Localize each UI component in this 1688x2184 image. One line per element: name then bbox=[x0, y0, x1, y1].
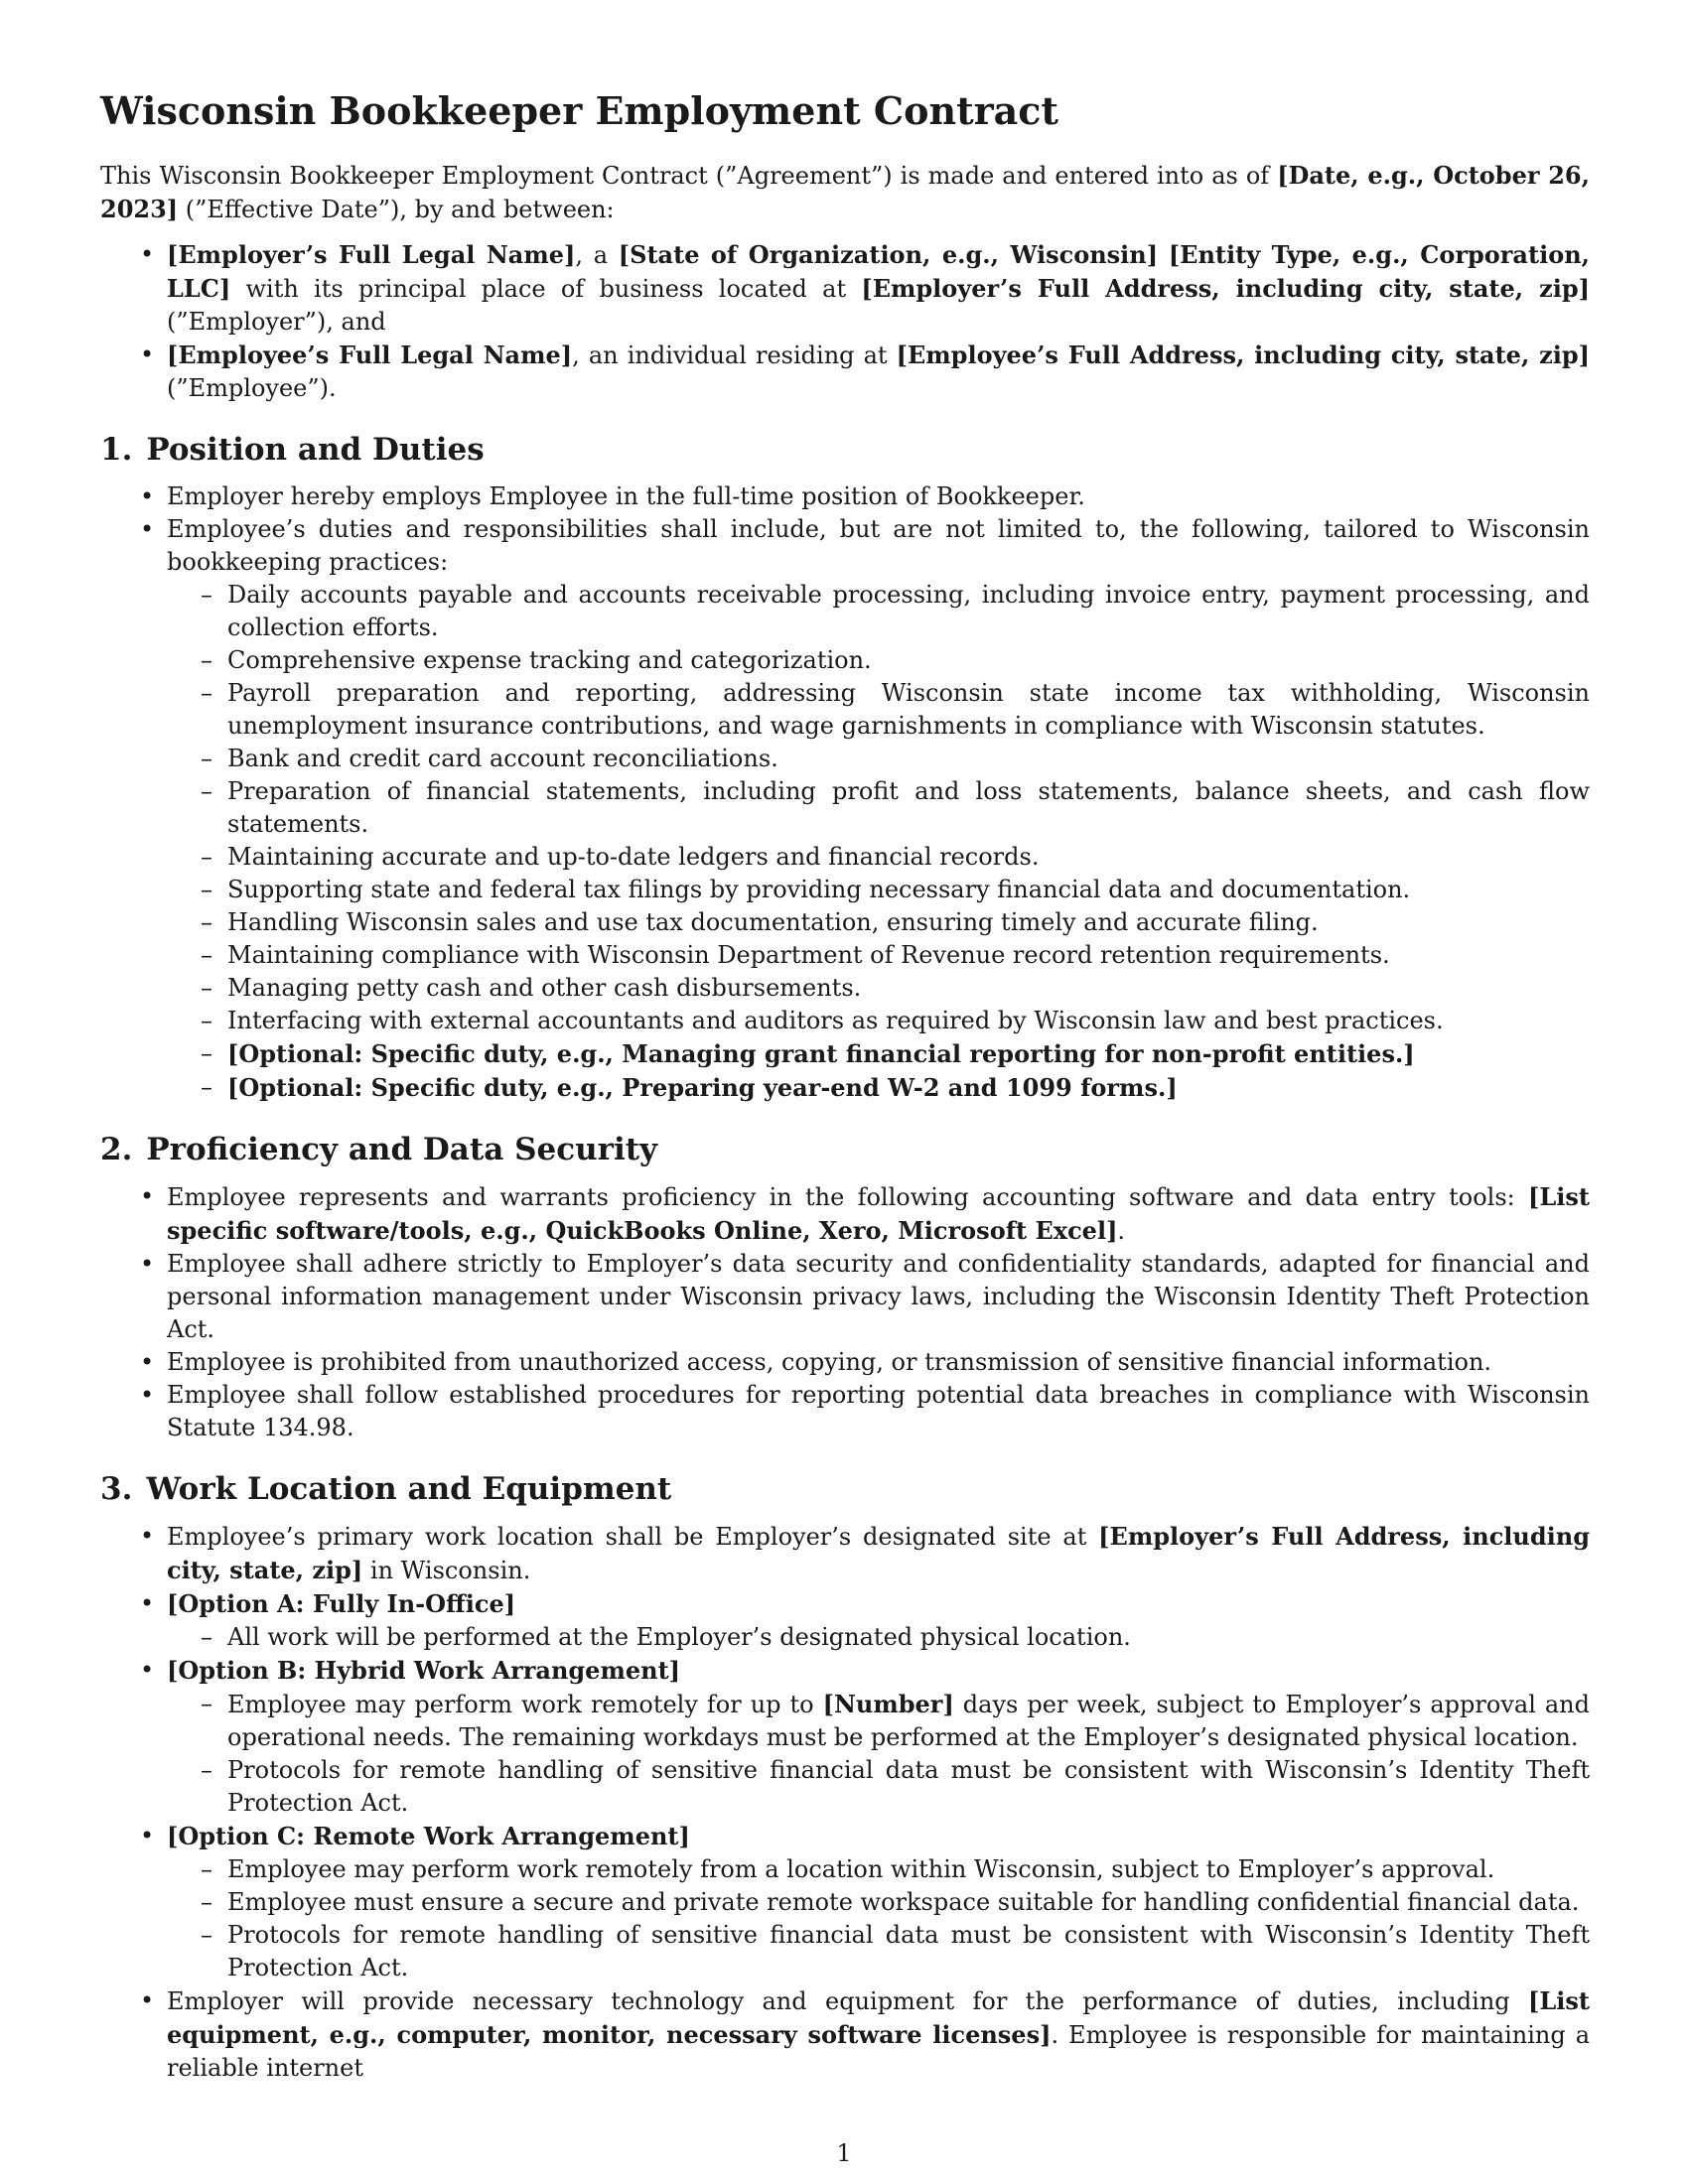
duty-item: – Payroll preparation and reporting, addressing Wisconsin state income tax withholding, Wisconsin unemployment insurance contributions, and wage garnishments in compliance with Wisconsin statutes. bbox=[167, 677, 1590, 743]
section-3-list bbox=[100, 1520, 1590, 2085]
section-3-heading: 3. Work Location and Equipment bbox=[100, 1471, 672, 1507]
duty-item: – Comprehensive expense tracking and categorization. bbox=[167, 644, 1590, 677]
list-item: • Employer hereby employs Employee in the full-time position of Bookkeeper. bbox=[100, 480, 1590, 513]
section-2-heading: 2. Proficiency and Data Security bbox=[100, 1132, 658, 1167]
option-b: • [Option B: Hybrid Work Arrangement] – Employee may perform work remotely for up to [Number] days per week, subject to Employer’s approval and operational needs. The remaining workdays must be performed at the Employer’s designated physical location. – Protocols for remote handling of sensitive financial data must be consistent with Wisconsin’s Identity Theft Protection Act. bbox=[100, 1654, 1590, 1820]
duty-item: – Handling Wisconsin sales and use tax documentation, ensuring timely and accurate filing. bbox=[167, 906, 1590, 939]
employer-party: • [Employer’s Full Legal Name], a [State of Organization, e.g., Wisconsin] [Entity Type, e.g., Corporation, LLC] with its principal place of business located at [Employer’s Full Address, including city, state, zip] (”Employer”), and bbox=[100, 238, 1590, 339]
list-item: • Employee shall follow established procedures for reporting potential data breaches in compliance with Wisconsin Statute 134.98. bbox=[100, 1379, 1590, 1444]
employee-party: • [Employee’s Full Legal Name], an individual residing at [Employee’s Full Address, including city, state, zip] (”Employee”). bbox=[100, 339, 1590, 405]
list-item: – Protocols for remote handling of sensitive financial data must be consistent with Wisconsin’s Identity Theft Protection Act. bbox=[167, 1919, 1590, 1984]
list-item: • Employee’s primary work location shall be Employer’s designated site at [Employer’s Full Address, including city, state, zip] in Wisconsin. bbox=[100, 1520, 1590, 1587]
list-item: – Employee may perform work remotely from a location within Wisconsin, subject to Employer’s approval. bbox=[167, 1853, 1590, 1886]
parties-list bbox=[100, 238, 1590, 405]
duty-item: – Preparation of financial statements, including profit and loss statements, balance sheets, and cash flow statements. bbox=[167, 775, 1590, 841]
duty-item: – [Optional: Specific duty, e.g., Managing grant financial reporting for non-profit entities.] bbox=[167, 1037, 1590, 1071]
duty-item: – Maintaining accurate and up-to-date ledgers and financial records. bbox=[167, 841, 1590, 874]
page-number: 1 bbox=[836, 2139, 852, 2167]
list-item: • Employee represents and warrants proficiency in the following accounting software and data entry tools: [List specific software/tools, e.g., QuickBooks Online, Xero, Microsoft Excel]. bbox=[100, 1180, 1590, 1248]
duty-item: – [Optional: Specific duty, e.g., Preparing year-end W-2 and 1099 forms.] bbox=[167, 1071, 1590, 1105]
list-item: – All work will be performed at the Employer’s designated physical location. bbox=[167, 1621, 1590, 1654]
duty-item: – Maintaining compliance with Wisconsin Department of Revenue record retention requirements. bbox=[167, 939, 1590, 972]
duties-list bbox=[167, 579, 1590, 1105]
duty-item: – Interfacing with external accountants and auditors as required by Wisconsin law and best practices. bbox=[167, 1005, 1590, 1037]
list-item: • Employee shall adhere strictly to Employer’s data security and confidentiality standards, adapted for financial and personal information management under Wisconsin privacy laws, including the Wisconsin Identity Theft Protection Act. bbox=[100, 1248, 1590, 1346]
option-a: • [Option A: Fully In-Office] – All work will be performed at the Employer’s designated physical location. bbox=[100, 1587, 1590, 1654]
list-item: • Employer will provide necessary technology and equipment for the performance of duties, including [List equipment, e.g., computer, monitor, necessary software licenses]. Employee is responsible for maintaining a reliable internet bbox=[100, 1984, 1590, 2085]
duty-item: – Managing petty cash and other cash disbursements. bbox=[167, 972, 1590, 1005]
duty-item: – Supporting state and federal tax filings by providing necessary financial data and documentation. bbox=[167, 874, 1590, 906]
section-2-list bbox=[100, 1180, 1590, 1444]
list-item: • Employee is prohibited from unauthorized access, copying, or transmission of sensitive financial information. bbox=[100, 1346, 1590, 1379]
section-1-list bbox=[100, 480, 1590, 1105]
list-item: – Protocols for remote handling of sensitive financial data must be consistent with Wisconsin’s Identity Theft Protection Act. bbox=[167, 1754, 1590, 1820]
intro-paragraph: This Wisconsin Bookkeeper Employment Contract (”Agreement”) is made and entered into as of [Date, e.g., October 26, 2023] (”Effective Date”), by and between: bbox=[100, 161, 1590, 223]
duty-item: – Daily accounts payable and accounts receivable processing, including invoice entry, payment processing, and collection efforts. bbox=[167, 579, 1590, 644]
document-page bbox=[100, 79, 1590, 2085]
section-1-heading: 1. Position and Duties bbox=[100, 432, 485, 468]
document-title: Wisconsin Bookkeeper Employment Contract bbox=[100, 88, 1058, 133]
option-c: • [Option C: Remote Work Arrangement] – Employee may perform work remotely from a location within Wisconsin, subject to Employer’s approval. – Employee must ensure a secure and private remote workspace suitable for handling confidential financial data. – Protocols for remote handling of sensitive financial data must be consistent with Wisconsin’s Identity Theft Protection Act. bbox=[100, 1820, 1590, 1984]
duty-item: – Bank and credit card account reconciliations. bbox=[167, 743, 1590, 775]
list-item: – Employee may perform work remotely for up to [Number] days per week, subject to Employer’s approval and operational needs. The remaining workdays must be performed at the Employer’s designated physical location. bbox=[167, 1688, 1590, 1754]
list-item: – Employee must ensure a secure and private remote workspace suitable for handling confidential financial data. bbox=[167, 1886, 1590, 1919]
list-item: • Employee’s duties and responsibilities shall include, but are not limited to, the following, tailored to Wisconsin bookkeeping practices: – Daily accounts payable and accounts receivable processing, including invoice entry, payment processing, and collection efforts. – Comprehensive expense tracking and categorization. – Payroll preparation and reporting, addressing Wisconsin state income tax withholding, Wisconsin unemployment insurance contributions, and wage garnishments in compliance with Wisconsin statutes. – Bank and credit card account reconciliations. – Preparation of financial statements, including profit and loss statements, balance sheets, and cash flow statements. – Maintaining accurate and up-to-date ledgers and financial records. – Supporting state and federal tax filings by providing necessary financial data and documentation. – Handling Wisconsin sales and use tax documentation, ensuring timely and accurate filing. – Maintaining compliance with Wisconsin Department of Revenue record retention requirements. – Managing petty cash and other cash disbursements. – Interfacing with external accountants and auditors as required by Wisconsin law and best practices. – [Optional: Specific duty, e.g., Managing grant financial reporting for non-profit entities.] – [Optional: Specific duty, e.g., Preparing year-end W-2 and 1099 forms.] bbox=[100, 513, 1590, 1105]
